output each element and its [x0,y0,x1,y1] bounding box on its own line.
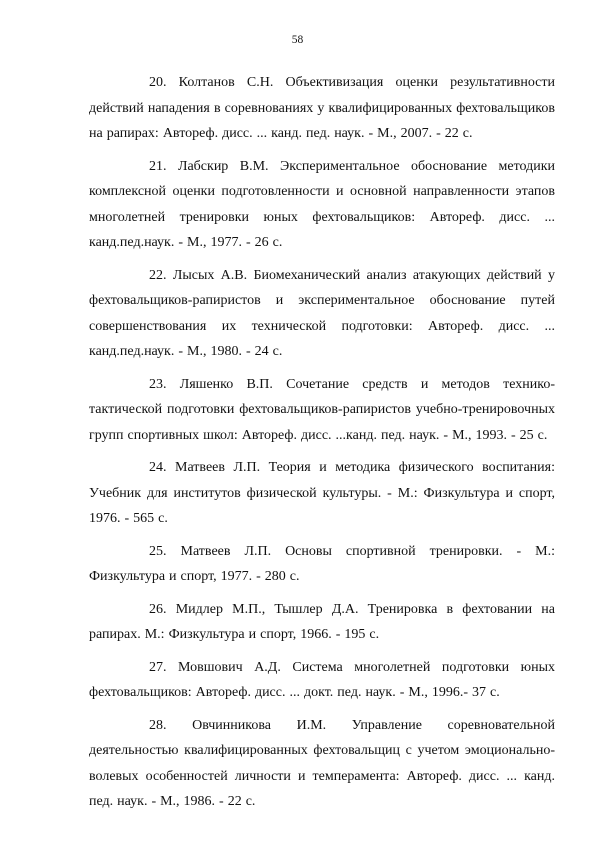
reference-number: 20. [149,75,167,90]
reference-number: 28. [149,717,167,733]
reference-number: 25. [149,543,167,559]
reference-number: 26. [149,601,167,617]
reference-item [89,597,555,648]
reference-text: Лысых А.В. Биомеханический анализ атакующих действий у фехтовальщиков-рапиристов и экспериментальное обоснование путей совершенствования их технической подготовки: Автореф. дисс. ... канд.пед.наук. - М., 1980. - 24 с. [89,267,555,359]
reference-text: Лабскир В.М. Экспериментальное обоснование методики комплексной оценки подготовленности и основной направленности этапов многолетней тренировки юных фехтовальщиков: Автореф. дисс. ... канд.пед.наук. - М., 1977. - 26 с. [89,158,556,250]
reference-number: 21. [149,158,167,174]
reference-number: 23. [149,376,167,392]
reference-item [89,154,555,256]
reference-text: Мовшович А.Д. Система многолетней подготовки юных фехтовальщиков: Автореф. дисс. ... докт. пед. наук. - М., 1996.- 37 с. [89,659,556,700]
reference-text: Колтанов С.Н. Объективизация оценки результативности действий нападения в соревнованиях у квалифицированных фехтовальщиков на рапирах: Автореф. дисс. ... канд. пед. наук. - М., 2007. - 22 с. [89,75,556,141]
reference-item [89,70,555,147]
reference-item [89,263,555,365]
reference-text: Ляшенко В.П. Сочетание средств и методов технико-тактической подготовки фехтовальщиков-рапиристов учебно-тренировочных групп спортивных школ: Автореф. дисс. ...канд. пед. наук. - М., 1993. - 25 с. [89,376,556,443]
reference-number: 24. [149,460,167,475]
reference-text: Матвеев Л.П. Основы спортивной тренировки. - М.: Физкультура и спорт, 1977. - 280 с. [89,543,556,584]
reference-item [89,455,555,532]
page-number: 58 [291,34,304,46]
reference-text: Мидлер М.П., Тышлер Д.А. Тренировка в фехтовании на рапирах. М.: Физкультура и спорт, 1966. - 195 с. [89,601,556,642]
reference-text: Овчинникова И.М. Управление соревновательной деятельностью квалифицированных фехтовальщиц с учетом эмоционально-волевых особенностей личности и темперамента: Автореф. дисс. ... канд. пед. наук. - М., 1986. - 22 с. [89,717,555,809]
reference-item [89,539,555,590]
reference-item [89,713,555,815]
reference-item [89,655,555,706]
reference-item [89,372,555,449]
reference-list [89,70,555,822]
reference-number: 27. [149,659,167,675]
reference-text: Матвеев Л.П. Теория и методика физического воспитания: Учебник для институтов физической культуры. - М.: Физкультура и спорт, 1976. - 565 с. [89,460,555,526]
reference-number: 22. [149,267,167,283]
